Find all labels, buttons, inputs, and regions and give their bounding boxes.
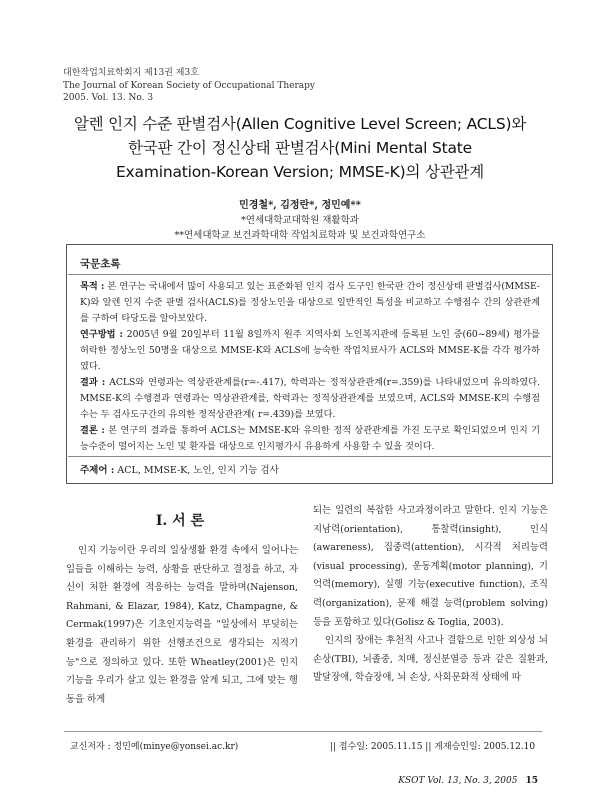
abstract-method-label: 연구방법 : bbox=[80, 329, 123, 340]
abstract-heading: 국문초록 bbox=[80, 258, 121, 270]
paper-title bbox=[40, 112, 560, 184]
journal-line-korean: 대한작업치료학회지 제13권 제3호 bbox=[63, 68, 199, 78]
affiliation-1: *연세대학교대학원 재활학과 bbox=[241, 215, 359, 226]
section-title-introduction: Ⅰ. 서 론 bbox=[155, 513, 205, 529]
footnote-divider bbox=[64, 731, 542, 732]
abstract-result bbox=[80, 375, 540, 423]
submission-dates: || 접수일: 2005.11.15 || 게재승인일: 2005.12.10 bbox=[330, 742, 536, 752]
abstract-result-label: 결과 : bbox=[80, 377, 106, 388]
abstract-divider-bottom bbox=[68, 456, 551, 457]
abstract-method-text: 2005년 9월 20일부터 11월 8일까지 원주 지역사회 노인복지관에 등록된 노인 중(60~89세) 평가를 허락한 정상노인 50명을 대상으로 MMSE-K와 ACLS에 능숙한 작업치료사가 ACLS와 MMSE-K를 각각 평가하였다. bbox=[80, 329, 541, 372]
keywords bbox=[80, 462, 279, 476]
abstract-conclusion-label: 결론 : bbox=[80, 425, 105, 436]
abstract-method bbox=[80, 327, 540, 375]
journal-line-english: The Journal of Korean Society of Occupational Therapy bbox=[63, 80, 316, 91]
abstract-purpose-text: 본 연구는 국내에서 많이 사용되고 있는 표준화된 인지 검사 도구인 한국판 간이 정신상태 판별검사(MMSE-K)와 알렌 인지 수준 판별 검사(ACLS)를 정상노인을 대상으로 일반적인 특성을 비교하고 수행점수 간의 상관관계를 구하여 타당도를 알아보았다. bbox=[80, 281, 541, 324]
abstract-purpose-label: 목적 : bbox=[80, 281, 105, 292]
abstract-conclusion bbox=[80, 423, 540, 455]
title-line-2: 한국판 간이 정신상태 판별검사(Mini Mental State bbox=[128, 139, 472, 157]
title-line-3: Examination-Korean Version; MMSE-K)의 상관관계 bbox=[115, 163, 485, 181]
body-column-right bbox=[313, 502, 548, 688]
intro-paragraph-1-continued: 되는 일련의 복잡한 사고과정이라고 말한다. 인지 기능은 지남력(orientation), 통찰력(insight), 인식(awareness), 집중력(attention), 시각적 처리능력(visual processing), 운동계획(motor planning), 기억력(memory), 실행 기능(executive function), 조직력(organization), 문제 해결 능력(problem solving) 등을 포함하고 있다(Golisz & Toglia, 2003). bbox=[313, 505, 548, 628]
footer-journal: KSOT Vol. 13, No. 3, 2005 bbox=[398, 776, 518, 786]
corresponding-author: 교신저자 : 정민예(minye@yonsei.ac.kr) bbox=[70, 742, 239, 752]
page-footer bbox=[398, 776, 538, 786]
journal-volume: 2005. Vol. 13. No. 3 bbox=[63, 93, 154, 103]
title-line-1: 알렌 인지 수준 판별검사(Allen Cognitive Level Screen; ACLS)와 bbox=[73, 115, 527, 133]
affiliation-2: **연세대학교 보건과학대학 작업치료학과 및 보건과학연구소 bbox=[174, 230, 426, 241]
journal-header bbox=[63, 67, 315, 105]
intro-paragraph-1: 인지 기능이란 우리의 일상생활 환경 속에서 일어나는 일들을 이해하는 능력, 상황을 판단하고 결정을 하고, 자신이 처한 환경에 적응하는 능력을 말하며(Najenson, Rahmani, & Elazar, 1984), Katz, Champagne, & Cermak(1997)은 기초인지능력을 "일상에서 부딪히는 환경을 관리하기 위한 선행조건으로 생각되는 지적기능"으로 정의하고 있다. 또한 Wheatley(2001)은 인지 기능을 우리가 살고 있는 환경을 알게 되고, 그에 맞는 행동을 하게 bbox=[66, 545, 298, 705]
intro-paragraph-2: 인지의 장애는 후천적 사고나 결함으로 인한 외상성 뇌 손상(TBI), 뇌졸중, 치매, 정신분열증 등과 같은 질환과, 발달장애, 학습장애, 뇌 손상, 사회문화적 상태에 따 bbox=[313, 635, 548, 684]
abstract-divider-top bbox=[68, 274, 551, 275]
abstract-purpose bbox=[80, 279, 540, 327]
abstract-result-text: ACLS와 연령과는 역상관관계를(r=-.417), 학력과는 정적상관관계(r=.359)를 나타내었으며 유의하였다. MMSE-K의 수행결과 연령과는 역상관관계를, 학력과는 정적상관관계를 보였으며, ACLS와 MMSE-K의 수행점수는 두 검사도구간의 유의한 정적상관관계( r=.439)를 보였다. bbox=[80, 377, 541, 420]
body-column-left bbox=[66, 542, 298, 709]
keywords-label: 주제어 : bbox=[80, 465, 115, 476]
author-list: 민경철*, 김정란*, 정민예** bbox=[239, 200, 361, 211]
page-number: 15 bbox=[525, 776, 538, 786]
abstract-conclusion-text: 본 연구의 결과를 통하여 ACLS는 MMSE-K와 유의한 정적 상관관계를 가진 도구로 확인되었으며 인지 기능수준이 떨어지는 노인 및 환자를 대상으로 인지평가시 유용하게 사용할 수 있을 것이다. bbox=[80, 425, 541, 452]
keywords-text: ACL, MMSE-K, 노인, 인지 기능 검사 bbox=[117, 465, 279, 476]
